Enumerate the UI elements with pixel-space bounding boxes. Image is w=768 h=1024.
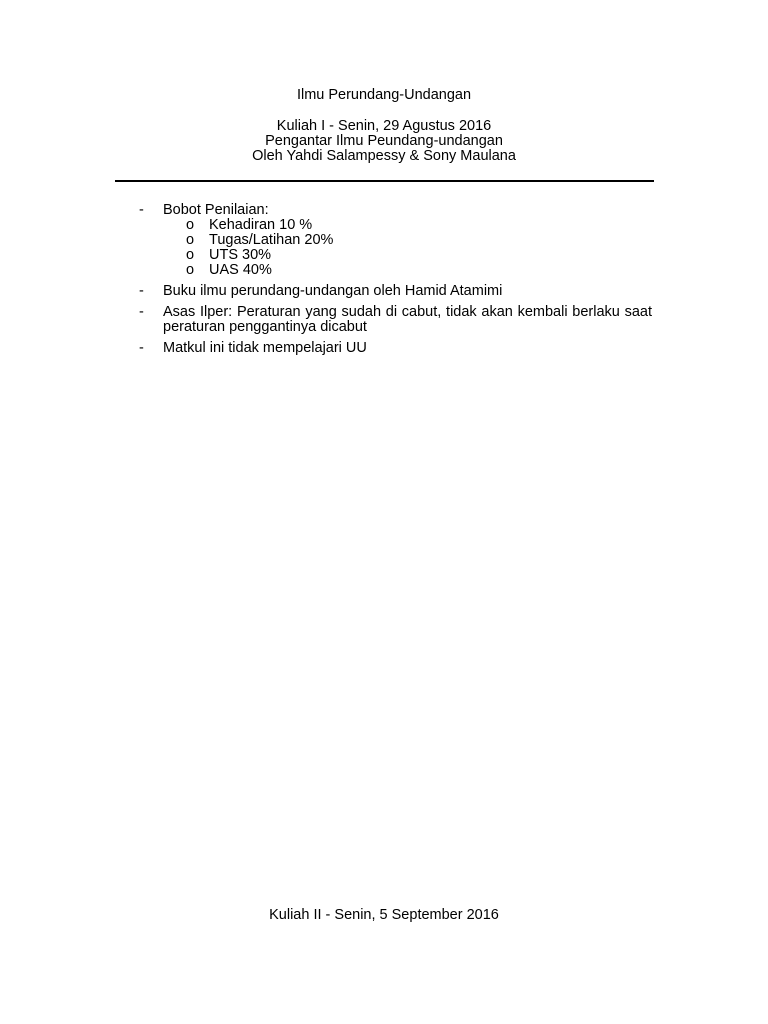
bullet-marker: -	[139, 340, 144, 356]
lecturers: Oleh Yahdi Salampessy & Sony Maulana	[252, 148, 516, 164]
principle-note: Asas Ilper: Peraturan yang sudah di cabut, tidak akan kembali berlaku saat peraturan penggantinya dicabut	[163, 304, 652, 335]
book-reference: Buku ilmu perundang-undangan oleh Hamid Atamimi	[163, 283, 503, 299]
scope-note: Matkul ini tidak mempelajari UU	[163, 340, 367, 356]
bullet-marker: -	[139, 283, 144, 299]
grading-label: Bobot Penilaian:	[163, 202, 269, 218]
bullet-marker: -	[139, 304, 144, 320]
next-session-heading: Kuliah II - Senin, 5 September 2016	[269, 907, 499, 923]
sub-bullet-marker: o	[186, 232, 195, 248]
sub-bullet-marker: o	[186, 247, 195, 263]
grading-item: UTS 30%	[209, 247, 272, 263]
horizontal-divider	[115, 180, 654, 182]
sub-bullet-marker: o	[186, 217, 195, 233]
session-heading: Kuliah I - Senin, 29 Agustus 2016	[276, 118, 492, 134]
grading-item: Kehadiran 10 %	[209, 217, 313, 233]
grading-item: UAS 40%	[209, 262, 272, 278]
sub-bullet-marker: o	[186, 262, 195, 278]
bullet-marker: -	[139, 202, 144, 218]
session-topic: Pengantar Ilmu Peundang-undangan	[265, 133, 503, 149]
course-title: Ilmu Perundang-Undangan	[296, 87, 472, 103]
grading-item: Tugas/Latihan 20%	[209, 232, 334, 248]
